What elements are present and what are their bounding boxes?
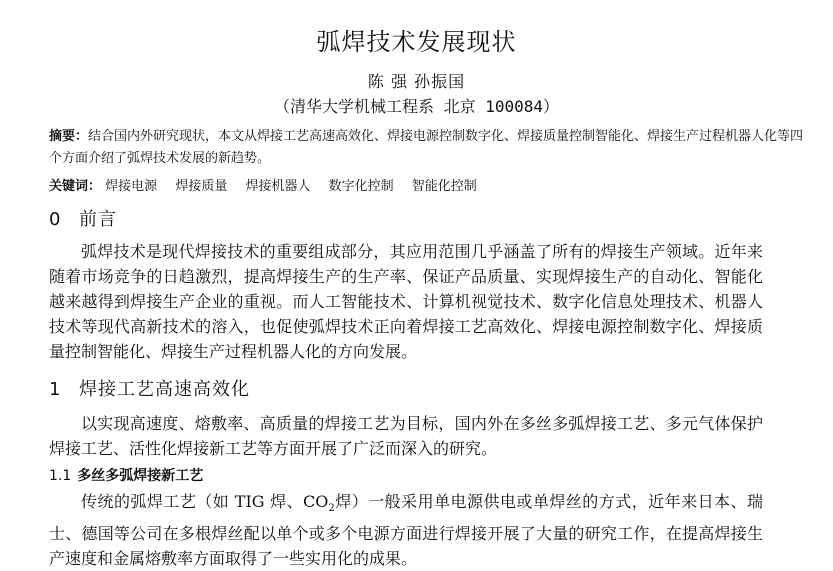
section-heading-process xyxy=(49,377,250,403)
subsection-title: 多丝多弧焊接新工艺 xyxy=(77,468,204,484)
paper-authors: 陈 强 孙振国 xyxy=(367,72,466,91)
section-title: 焊接工艺高速高效化 xyxy=(79,379,250,400)
subsection-text-before: 传统的弧焊工艺（如 TIG 焊、CO xyxy=(81,492,329,511)
paper-title: 弧焊技术发展现状 xyxy=(316,28,517,56)
abstract-text: 结合国内外研究现状，本文从焊接工艺高速高效化、焊接电源控制数字化、焊接质量控制智能化、焊接生产过程机器人化等四个方面介绍了弧焊技术发展的新趋势。 xyxy=(49,129,804,166)
abstract-label: 摘要： xyxy=(49,129,89,144)
abstract xyxy=(49,126,809,170)
subsection-text-after: 焊）一般采用单电源供电或单焊丝的方式，近年来日本、瑞士、德国等公司在多根焊丝配以单个或多个电源方面进行焊接开展了大量的研究工作，在提高焊接生产速度和金属熔敷率方面取得了一些实用化的成果。 xyxy=(49,492,763,569)
section-heading-intro xyxy=(49,207,117,233)
section-paragraph-process: 以实现高速度、熔敷率、高质量的焊接工艺为目标，国内外在多丝多弧焊接工艺、多元气体保护焊接工艺、活性化焊接新工艺等方面开展了广泛而深入的研究。 xyxy=(49,414,763,458)
paper-affiliation: （清华大学机械工程系 北京 100084） xyxy=(273,97,560,116)
section-number: 1 xyxy=(49,379,62,400)
keyword: 焊接机器人 xyxy=(245,179,311,194)
section-title: 前言 xyxy=(79,209,117,230)
keyword: 智能化控制 xyxy=(411,179,477,194)
keywords-label: 关键词： xyxy=(49,179,102,194)
subsection-heading xyxy=(49,465,203,487)
keyword: 焊接质量 xyxy=(175,179,228,194)
section-number: 0 xyxy=(49,209,62,230)
keyword: 焊接电源 xyxy=(105,179,158,194)
subsection-paragraph xyxy=(49,489,763,571)
keyword: 数字化控制 xyxy=(328,179,394,194)
section-paragraph-intro: 弧焊技术是现代焊接技术的重要组成部分，其应用范围几乎涵盖了所有的焊接生产领域。近年来随着市场竞争的日趋激烈，提高焊接生产的生产率、保证产品质量、实现焊接生产的自动化、智能化越来越得到焊接生产企业的重视。而人工智能技术、计算机视觉技术、数字化信息处理技术、机器人技术等现代高新技术的溶入，也促使弧焊技术正向着焊接工艺高效化、焊接电源控制数字化、焊接质量控制智能化、焊接生产过程机器人化的方向发展。 xyxy=(49,242,763,361)
subsection-number: 1.1 xyxy=(49,468,72,484)
keywords xyxy=(49,176,809,198)
co2-subscript: 2 xyxy=(328,503,335,515)
